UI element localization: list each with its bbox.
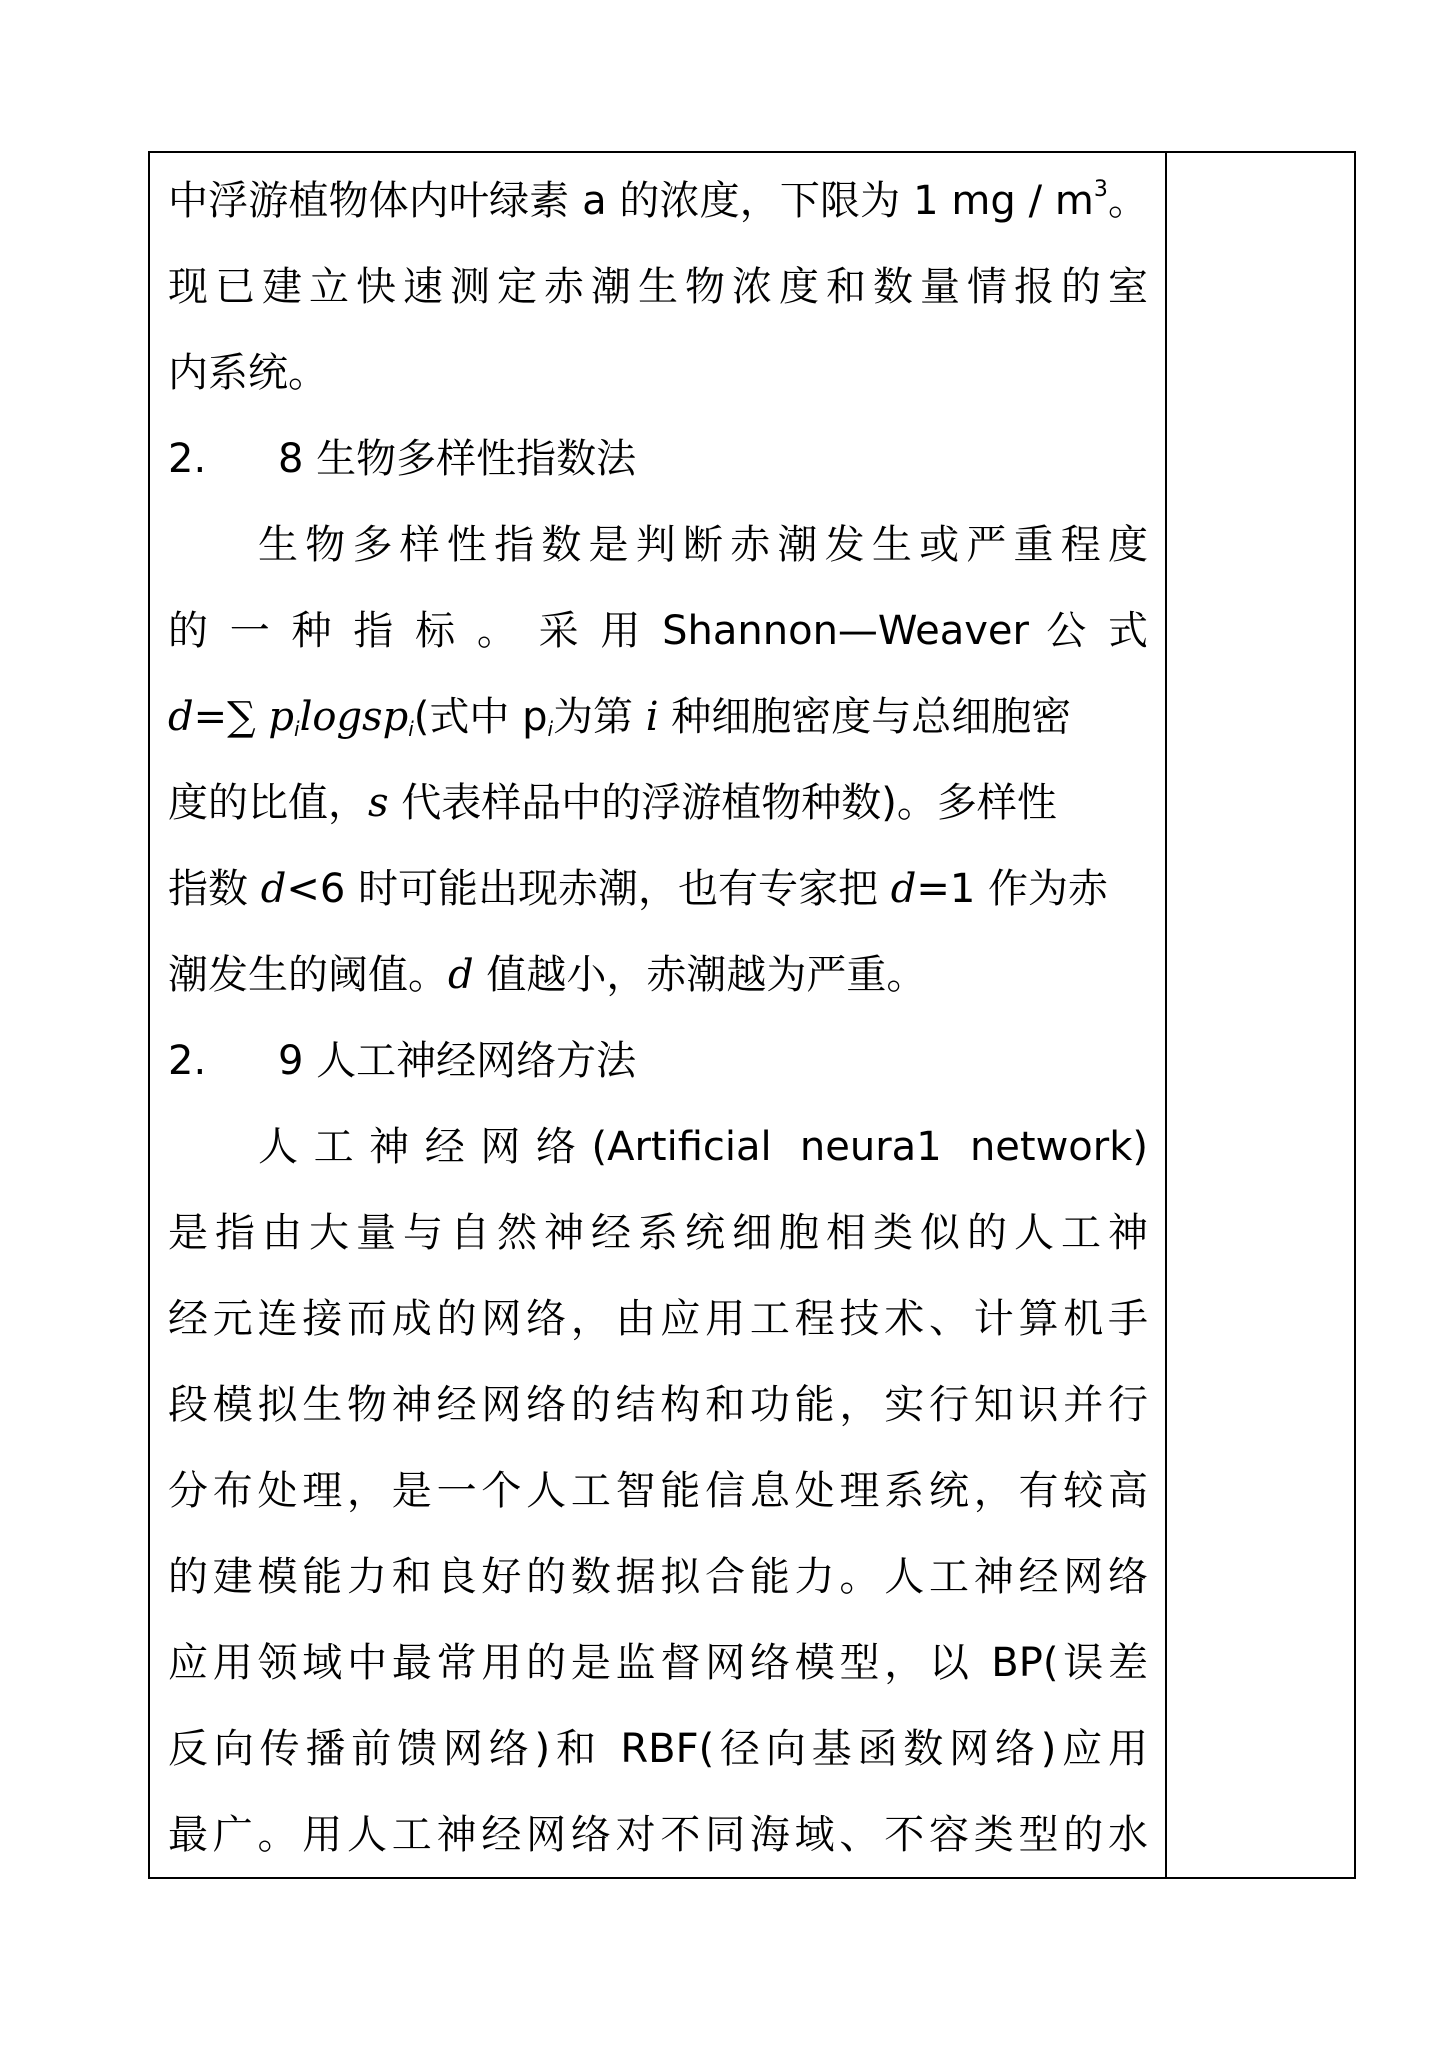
text-span: <6 时可能出现赤潮，也有专家把 (286, 866, 891, 912)
text-line-6: 的 一 种 指 标 。 采 用 Shannon—Weaver 公 式 (168, 608, 1148, 654)
subscript: i (294, 717, 300, 741)
text-line-5: 生物多样性指数是判断赤潮发生或严重程度 (258, 522, 1148, 568)
text-line-1 (168, 171, 1148, 231)
variable: d (448, 952, 474, 998)
section-heading-2-9 (168, 1031, 1148, 1091)
variable: d (260, 866, 287, 912)
content-cell (168, 153, 1148, 1877)
text-line-18: 应用领域中最常用的是监督网络模型，以 BP(误差 (168, 1640, 1148, 1686)
text-line-19: 反向传播前馈网络)和 RBF(径向基函数网络)应用 (168, 1726, 1148, 1772)
text-line-13: 是指由大量与自然神经系统细胞相类似的人工神 (168, 1210, 1148, 1256)
section-heading-2-8 (168, 429, 1148, 489)
text-span: 潮发生的阈值。 (168, 952, 448, 998)
section-number: 2. (168, 1038, 207, 1084)
text-line-14: 经元连接而成的网络，由应用工程技术、计算机手 (168, 1296, 1148, 1342)
text-line-8 (168, 773, 1148, 833)
section-title: 9 人工神经网络方法 (278, 1038, 637, 1084)
superscript: 3 (1093, 177, 1108, 202)
text-line-12: 人工神经网络(Artificial neura1 network) (258, 1124, 1148, 1170)
section-number: 2. (168, 436, 207, 482)
variable: i (645, 694, 659, 740)
text-span: 值越小，赤潮越为严重。 (473, 952, 927, 998)
document-table (148, 151, 1356, 1879)
text-line-10 (168, 945, 1148, 1005)
text-span: 度的比值， (168, 780, 368, 826)
column-divider (1165, 153, 1167, 1877)
formula-text: logsp (299, 694, 409, 740)
text-line-2: 现已建立快速测定赤潮生物浓度和数量情报的室 (168, 264, 1148, 310)
text-span: (式中 p (413, 694, 548, 740)
variable: d (890, 866, 917, 912)
text-line-17: 的建模能力和良好的数据拟合能力。人工神经网络 (168, 1554, 1148, 1600)
text-span: 代表样品中的浮游植物种数)。多样性 (388, 780, 1057, 826)
formula-line (168, 687, 1148, 747)
subscript: i (547, 717, 554, 741)
text-span: 中浮游植物体内叶绿素 a 的浓度，下限为 1 mg / m (168, 178, 1094, 224)
text-line-15: 段模拟生物神经网络的结构和功能，实行知识并行 (168, 1382, 1148, 1428)
section-title: 8 生物多样性指数法 (278, 436, 637, 482)
subscript: i (408, 717, 414, 741)
text-span: 指数 (168, 866, 261, 912)
text-line-20: 最广。用人工神经网络对不同海域、不容类型的水 (168, 1812, 1148, 1858)
formula-text: d=∑ p (168, 694, 294, 740)
variable: s (368, 780, 389, 826)
text-span: 种细胞密度与总细胞密 (658, 694, 1072, 740)
text-line-9 (168, 859, 1148, 919)
text-line-3: 内系统。 (168, 350, 328, 396)
text-line-16: 分布处理，是一个人工智能信息处理系统，有较高 (168, 1468, 1148, 1514)
text-span: 。 (1107, 178, 1148, 224)
text-span: 为第 (553, 694, 646, 740)
text-span: =1 作为赤 (916, 866, 1109, 912)
